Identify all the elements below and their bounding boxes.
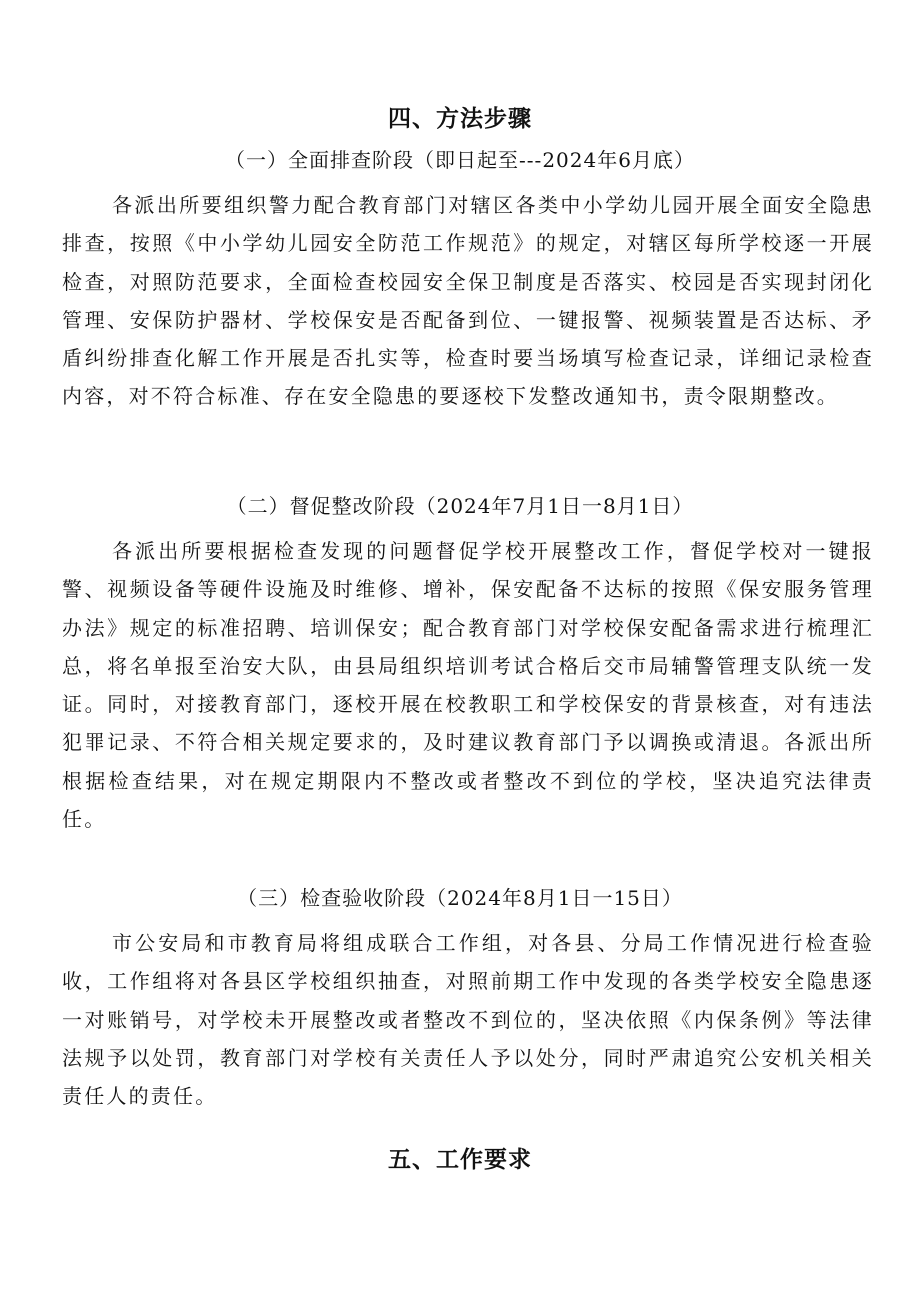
stage1-paragraph: 各派出所要组织警力配合教育部门对辖区各类中小学幼儿园开展全面安全隐患排查，按照《中小学幼儿园安全防范工作规范》的规定，对辖区每所学校逐一开展检查，对照防范要求，全面检查校园安全保卫制度是否落实、校园是否实现封闭化管理、安保防护器材、学校保安是否配备到位、一键报警、视频装置是否达标、矛盾纠纷排查化解工作开展是否扎实等，检查时要当场填写检查记录，详细记录检查内容，对不符合标准、存在安全隐患的要逐校下发整改通知书，责令限期整改。: [62, 193, 874, 409]
stage3-heading: （三）检查验收阶段（2024年8月1日一15日）: [237, 886, 683, 910]
section-heading-requirements: 五、工作要求: [388, 1147, 532, 1173]
section-heading-methods: 四、方法步骤: [388, 106, 532, 132]
stage2-heading: （二）督促整改阶段（2024年7月1日一8月1日）: [226, 494, 694, 518]
stage3-paragraph: 市公安局和市教育局将组成联合工作组，对各县、分局工作情况进行检查验收，工作组将对各县区学校组织抽查，对照前期工作中发现的各类学校安全隐患逐一对账销号，对学校未开展整改或者整改不到位的，坚决依照《内保条例》等法律法规予以处罚，教育部门对学校有关责任人予以处分，同时严肃追究公安机关相关责任人的责任。: [62, 931, 874, 1109]
stage1-heading: （一）全面排查阶段（即日起至---2024年6月底）: [225, 148, 695, 172]
stage2-paragraph: 各派出所要根据检查发现的问题督促学校开展整改工作，督促学校对一键报警、视频设备等硬件设施及时维修、增补，保安配备不达标的按照《保安服务管理办法》规定的标准招聘、培训保安；配合教育部门对学校保安配备需求进行梳理汇总，将名单报至治安大队，由县局组织培训考试合格后交市局辅警管理支队统一发证。同时，对接教育部门，逐校开展在校教职工和学校保安的背景核查，对有违法犯罪记录、不符合相关规定要求的，及时建议教育部门予以调换或清退。各派出所根据检查结果，对在规定期限内不整改或者整改不到位的学校，坚决追究法律责任。: [62, 539, 874, 832]
